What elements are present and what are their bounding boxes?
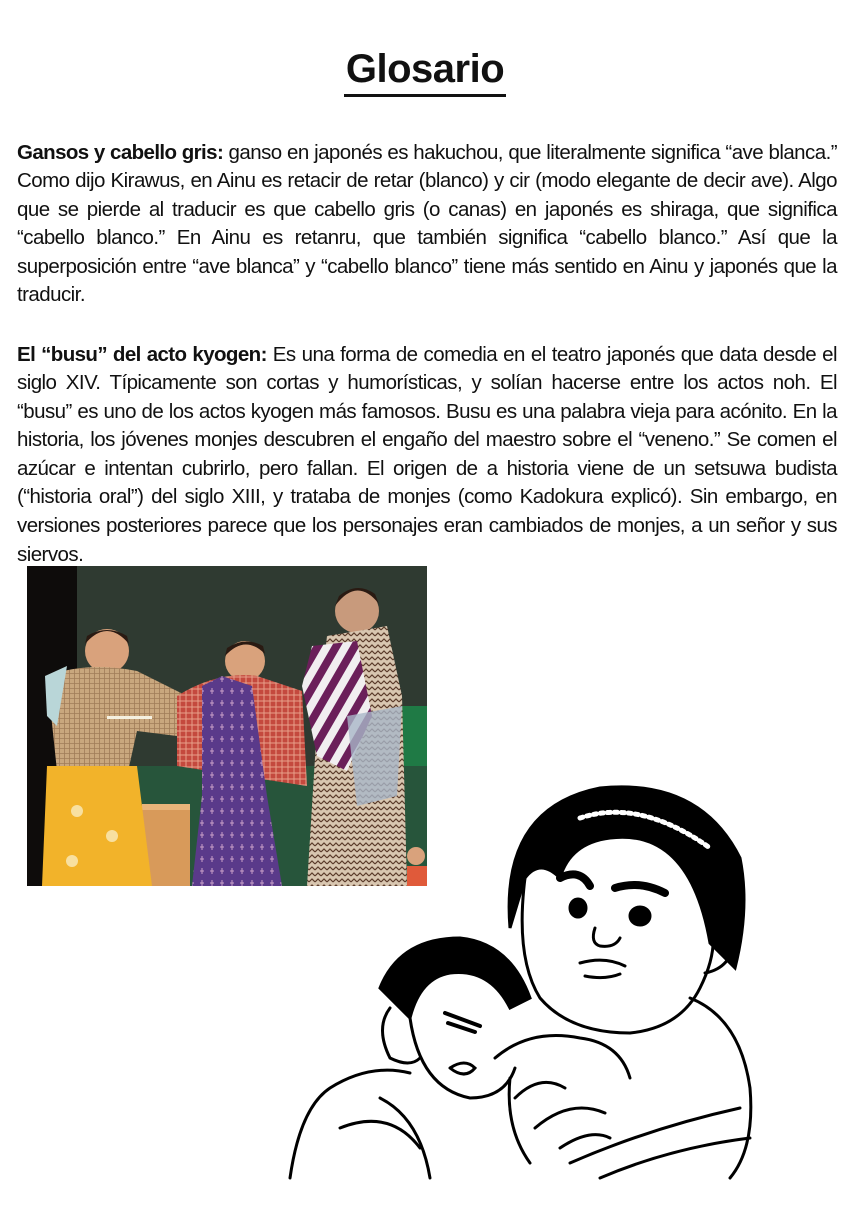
- manga-drawing: [270, 768, 770, 1188]
- glossary-definition: Es una forma de comedia en el teatro japonés que data desde el siglo XIV. Típicamente son cortas y humorísticas, y solían hacerse entre los actos noh. El “busu” es uno de los actos kyogen más famosos. Busu es una palabra vieja para acónito. En la historia, los jóvenes monjes descubren el engaño del maestro sobre el “veneno.” Se comen el azúcar e intentan cubrirlo, pero fallan. El origen de a historia viene de un setsuwa budista (“historia oral”) del siglo XIII, y trataba de monjes (como Kadokura explicó). Sin embargo, en versiones posteriores parece que los personajes eran cambiados de monjes, a un señor y sus siervos.: [17, 342, 837, 566]
- manga-illustration: [270, 768, 770, 1188]
- title-wrap: [0, 46, 850, 97]
- page-title: Glosario: [344, 46, 506, 97]
- glossary-definition: ganso en japonés es hakuchou, que literalmente significa “ave blanca.” Como dijo Kirawus, en Ainu es retacir de retar (blanco) y cir (modo elegante de decir ave). Algo que se pierde al traducir es que cabello gris (o canas) en japonés es shiraga, que significa “cabello blanco.” En Ainu es retanru, que también significa “cabello blanco.” Así que la superposición entre “ave blanca” y “cabello blanco” tiene más sentido en Ainu y japonés que la traducir.: [17, 140, 837, 307]
- glossary-term: El “busu” del acto kyogen:: [17, 342, 267, 366]
- glossary-entry-busu: [17, 341, 837, 570]
- glossary-term: Gansos y cabello gris:: [17, 140, 224, 164]
- glossary-entry-gansos: [17, 139, 837, 311]
